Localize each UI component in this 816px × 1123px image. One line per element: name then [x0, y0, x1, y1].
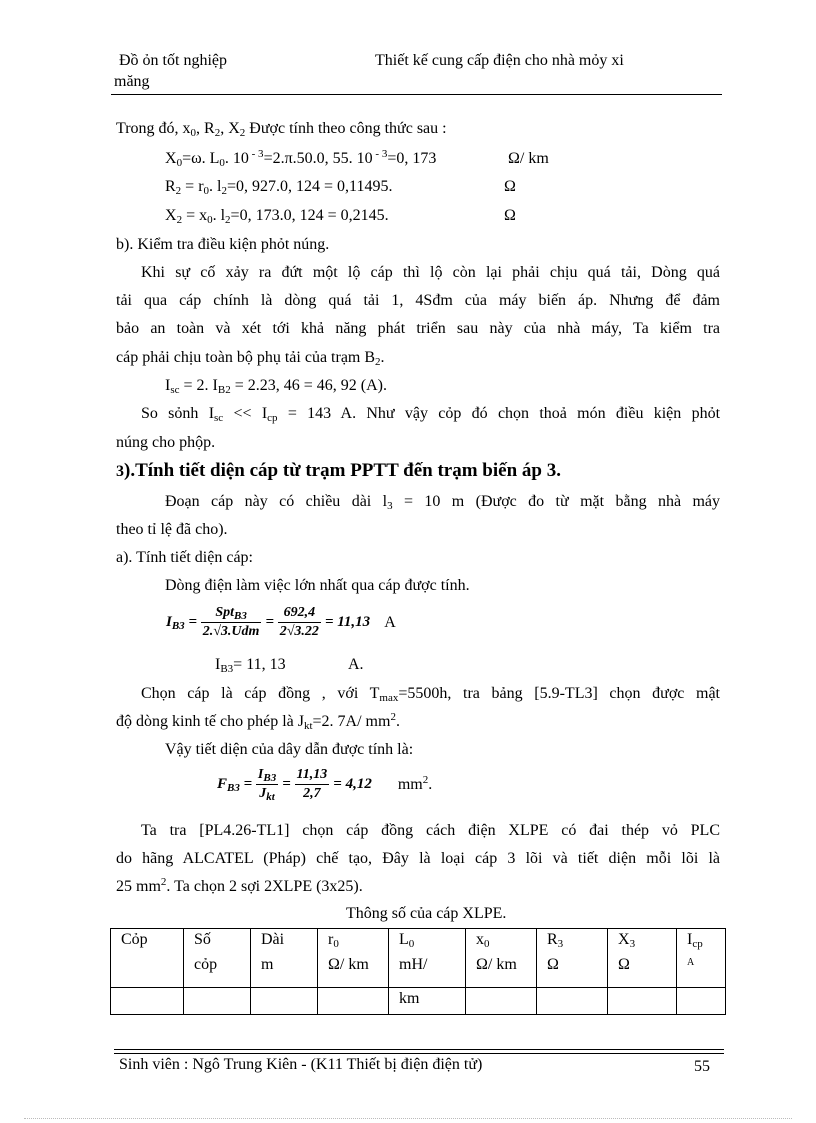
- section-line: Vậy tiết diện của dây dẫn được tính là:: [165, 741, 414, 758]
- choose-cable-line1: Chọn cáp là cáp đồng , với $T_{max}=5500h$, tra bảng [5.9-TL3] chọn được mật: [141, 685, 721, 704]
- header-right: Thiết kế cung cấp điện cho nhà mỏy xi: [375, 52, 624, 69]
- header-left-line1: Đồ ỏn tốt nghiệp: [119, 52, 227, 69]
- cable-select-line2: do hãng ALCATEL (Pháp) chế tạo, Đây là loại cáp 3 lõi và tiết diện mỗi lõi là: [116, 850, 720, 867]
- header-rule: [111, 94, 722, 95]
- formula-isc: $I_{sc} = 2$. $I_{B2} = 2.23$, 46 = 46, 92 (A).: [165, 377, 387, 396]
- table-title: Thông số của cáp XLPE.: [346, 905, 507, 922]
- para1-line1: Khi sự cố xảy ra đứt một lộ cáp thì lộ còn lại phải chịu quá tải, Dòng quá: [141, 264, 720, 281]
- section-b-title: b). Kiểm tra điều kiện phỏt núng.: [116, 236, 330, 253]
- cable-select-line3: 25 $mm^2$. Ta chọn 2 sợi 2XLPE (3x25).: [116, 876, 363, 895]
- formula-r2-unit: Ω: [504, 178, 516, 195]
- formula-fb3: $F_{B3}$ = $\frac{I_{B3}}{J_{kt}}$ = $\frac{11,13}{2,7}$ = 4,12 $mm^2$.: [217, 767, 433, 803]
- col-length: Dài m: [251, 929, 318, 988]
- col-cable: Cỏp: [111, 929, 184, 988]
- para1-line3: bảo an toàn và xét tới khả năng phát triển sau này của nhà máy, Ta kiểm tra: [116, 320, 720, 337]
- page-number: 55: [694, 1058, 710, 1075]
- table-row: [111, 988, 726, 1015]
- para1-line2: tải qua cáp chính là dòng quá tải 1, 4Sđm của máy biến áp. Nhưng để đảm: [116, 292, 720, 309]
- col-X3: $X_3$ Ω: [608, 929, 677, 988]
- footer-rule-bottom: [114, 1053, 724, 1054]
- fraction-4: $\frac{11,13}{2,7}$: [296, 767, 328, 801]
- footer-student: Sinh viên : Ngô Trung Kiên - (K11 Thiết bị điện điện tử): [119, 1056, 483, 1073]
- formula-r2: $R_2 = r_0$. $l_2=0$, 927.0, 124 = 0,11495.: [165, 178, 393, 197]
- cable-length-line2: theo tỉ lệ đã cho).: [116, 521, 228, 538]
- col-Icp: $I_{cp}$ A: [677, 929, 726, 988]
- footer-rule-top: [114, 1049, 724, 1050]
- choose-cable-line2: độ dòng kinh tế cho phép là $J_{kt}=2$. 7A/ $mm^2$.: [116, 711, 400, 732]
- section-3-heading: 3).Tính tiết diện cáp từ trạm PPTT đến trạm biến áp 3.: [116, 460, 561, 481]
- col-x0: $x_0$ Ω/ km: [466, 929, 537, 988]
- formula-ib3-unit: A.: [348, 656, 364, 673]
- para1-line4: cáp phải chịu toàn bộ phụ tải của trạm $B_2$.: [116, 349, 385, 368]
- header-left-line2: măng: [114, 73, 150, 90]
- formula-x2-unit: Ω: [504, 207, 516, 224]
- cable-parameter-table: [110, 928, 726, 1015]
- formula-x0: $X_0=\omega$. $L_0$. 10 $^{- 3}$=2.π.50.0, 55. 10 $^{- 3}$=0, 173: [165, 148, 437, 169]
- formula-x2: $X_2 = x_0$. $l_2=0$, 173.0, 124 = 0,2145.: [165, 207, 389, 226]
- intro-line: Trong đó, $x_0$, $R_2$, $X_2$ Được tính theo công thức sau :: [116, 120, 447, 139]
- page-bottom-edge: [24, 1118, 792, 1119]
- col-count: Số cỏp: [184, 929, 251, 988]
- compare-line1: So sỏnh $I_{sc} << I_{cp} = 143$ A. Như vậy cỏp đó chọn thoả món điều kiện phỏt: [141, 405, 721, 424]
- cable-length-line1: Đoạn cáp này có chiều dài $l_3 = 10$ m (Được đo từ mặt bằng nhà máy: [165, 493, 721, 512]
- current-line: Dòng điện làm việc lớn nhất qua cáp được tính.: [165, 577, 470, 594]
- cell-L0-unit: km: [389, 988, 466, 1015]
- table-header-row: [111, 929, 726, 988]
- formula-ib3-result: $I_{B3}= 11$, 13: [215, 656, 286, 675]
- section-a-title: a). Tính tiết diện cáp:: [116, 549, 253, 566]
- fraction-1: $\frac{Spt_{B3}}{\text{2.√3.Udm}}$: [202, 605, 260, 639]
- cable-select-line1: Ta tra [PL4.26-TL1] chọn cáp đồng cách điện XLPE có đai thép vỏ PLC: [141, 822, 720, 839]
- formula-ib3: $I_{B3}$ = $\frac{Spt_{B3}}{\text{2.√3.Udm}}$ = $\frac{692,4}{2√3.22}$ = 11,13 A: [166, 605, 396, 639]
- col-R3: $R_3$ Ω: [537, 929, 608, 988]
- fraction-2: $\frac{692,4}{2√3.22}$: [279, 605, 319, 639]
- col-r0: $r_0$ Ω/ km: [318, 929, 389, 988]
- formula-x0-unit: Ω/ km: [508, 150, 549, 167]
- fraction-3: $\frac{I_{B3}}{J_{kt}}$: [257, 767, 277, 803]
- col-L0: $L_0$ mH/: [389, 929, 466, 988]
- compare-line2: núng cho phộp.: [116, 434, 216, 451]
